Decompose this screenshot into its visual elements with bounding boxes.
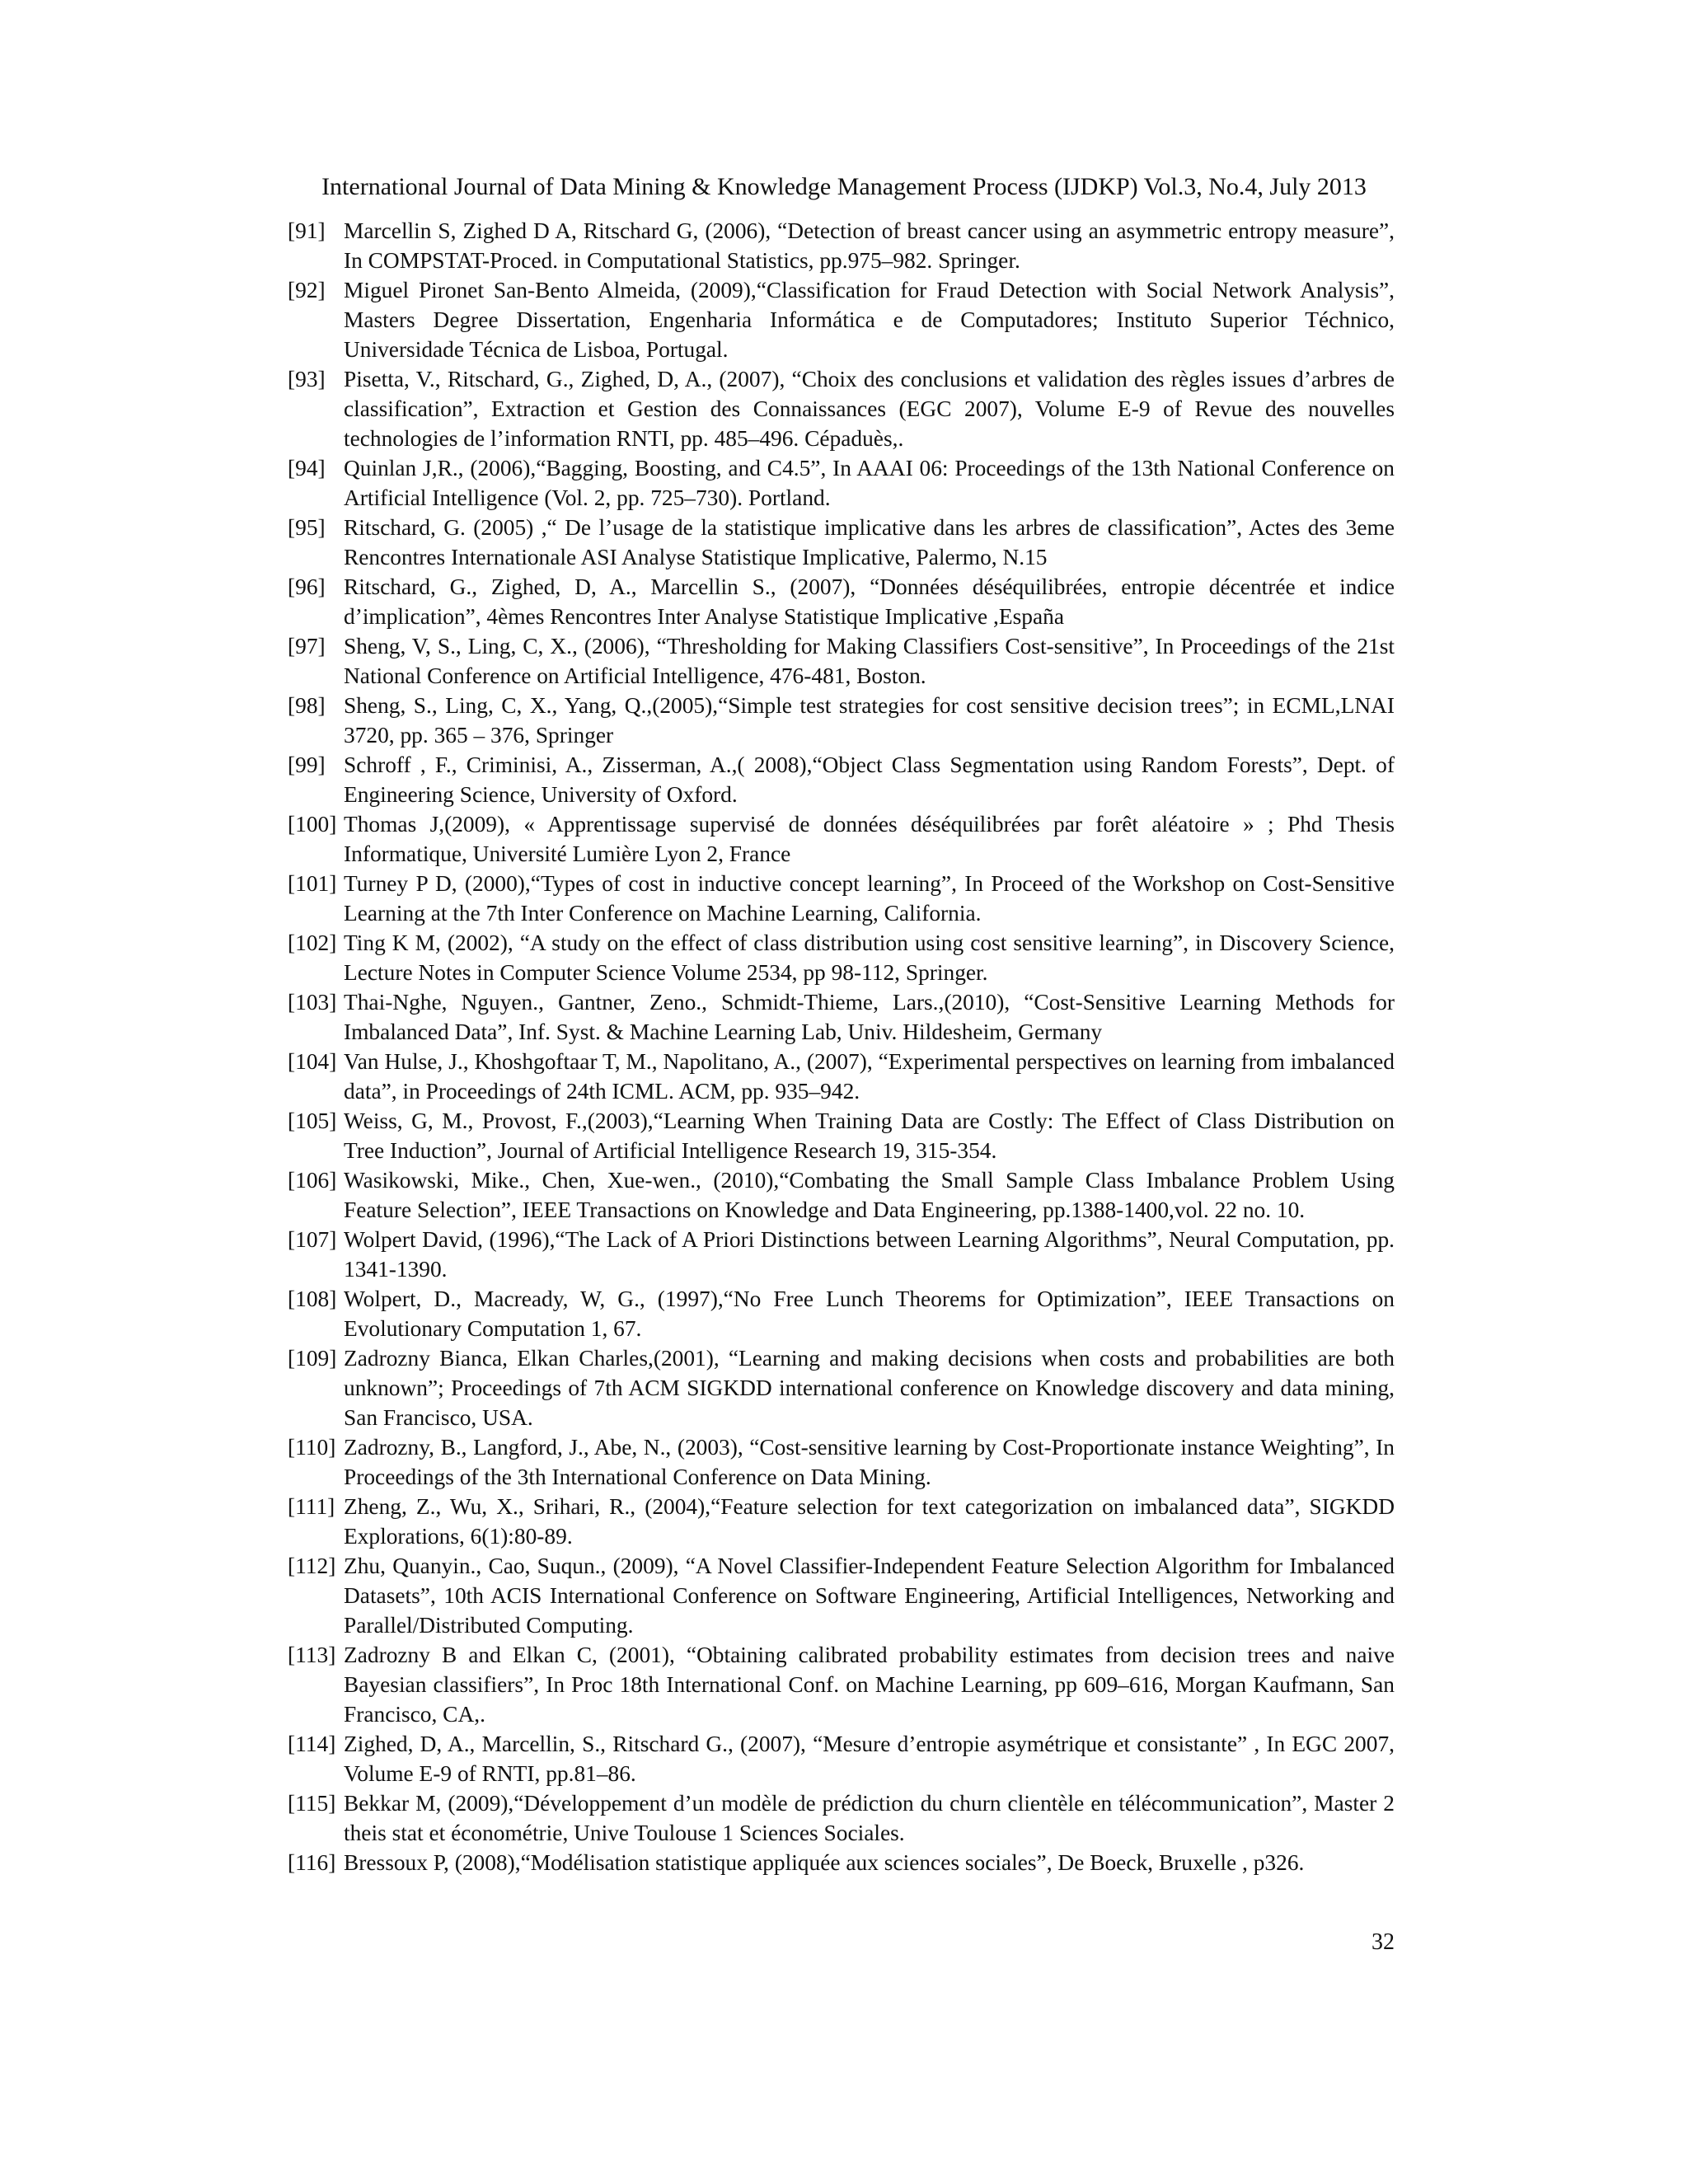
- reference-item: [288, 631, 1395, 691]
- reference-number: [98]: [288, 693, 326, 718]
- reference-number: [110]: [288, 1435, 336, 1460]
- reference-number: [99]: [288, 752, 326, 777]
- reference-item: [288, 1106, 1395, 1165]
- reference-text: Miguel Pironet San-Bento Almeida, (2009),“Classification for Fraud Detection with Social Network Analysis”, Masters Degree Dissertation, Engenharia Informática e de Computadores; Instituto Superior Téchnico, Universidade Técnica de Lisboa, Portugal.: [344, 278, 1395, 362]
- reference-item: [288, 809, 1395, 869]
- reference-item: [288, 1284, 1395, 1343]
- reference-number: [92]: [288, 278, 326, 302]
- reference-item: [288, 572, 1395, 631]
- reference-text: Bekkar M, (2009),“Développement d’un modèle de prédiction du churn clientèle en télécommunication”, Master 2 theis stat et économétrie, Unive Toulouse 1 Sciences Sociales.: [344, 1791, 1395, 1845]
- reference-text: Zheng, Z., Wu, X., Srihari, R., (2004),“Feature selection for text categorization on imbalanced data”, SIGKDD Explorations, 6(1):80-89.: [344, 1494, 1395, 1549]
- reference-number: [100]: [288, 812, 337, 837]
- reference-text: Sheng, S., Ling, C, X., Yang, Q.,(2005),“Simple test strategies for cost sensitive decision trees”; in ECML,LNAI 3720, pp. 365 – 376, Springer: [344, 693, 1395, 748]
- reference-number: [96]: [288, 574, 326, 599]
- reference-number: [113]: [288, 1643, 336, 1667]
- reference-text: Ritschard, G., Zighed, D, A., Marcellin S., (2007), “Données déséquilibrées, entropie décentrée et indice d’implication”, 4èmes Rencontres Inter Analyse Statistique Implicative ,España: [344, 574, 1395, 629]
- reference-item: [288, 1551, 1395, 1640]
- reference-number: [111]: [288, 1494, 335, 1519]
- reference-text: Zhu, Quanyin., Cao, Suqun., (2009), “A Novel Classifier-Independent Feature Selection Algorithm for Imbalanced Datasets”, 10th ACIS International Conference on Software Engineering, Artificial Intelligences, Networking and Parallel/Distributed Computing.: [344, 1554, 1395, 1638]
- reference-item: [288, 1848, 1395, 1877]
- reference-item: [288, 275, 1395, 364]
- page-number: 32: [1372, 1929, 1395, 1955]
- reference-text: Marcellin S, Zighed D A, Ritschard G, (2006), “Detection of breast cancer using an asymmetric entropy measure”, In COMPSTAT-Proced. in Computational Statistics, pp.975–982. Springer.: [344, 218, 1395, 273]
- reference-text: Ting K M, (2002), “A study on the effect of class distribution using cost sensitive learning”, in Discovery Science, Lecture Notes in Computer Science Volume 2534, pp 98-112, Springer.: [344, 930, 1395, 985]
- reference-text: Zadrozny B and Elkan C, (2001), “Obtaining calibrated probability estimates from decision trees and naive Bayesian classifiers”, In Proc 18th International Conf. on Machine Learning, pp 609–616, Morgan Kaufmann, San Francisco, CA,.: [344, 1643, 1395, 1727]
- reference-list: [288, 216, 1395, 1877]
- reference-number: [116]: [288, 1850, 336, 1875]
- reference-text: Thomas J,(2009), « Apprentissage supervisé de données déséquilibrées par forêt aléatoire » ; Phd Thesis Informatique, Université Lumière Lyon 2, France: [344, 812, 1395, 866]
- reference-text: Weiss, G, M., Provost, F.,(2003),“Learning When Training Data are Costly: The Effect of Class Distribution on Tree Induction”, Journal of Artificial Intelligence Research 19, 315-354.: [344, 1108, 1395, 1163]
- reference-number: [108]: [288, 1286, 337, 1311]
- reference-text: Wasikowski, Mike., Chen, Xue-wen., (2010),“Combating the Small Sample Class Imbalance Problem Using Feature Selection”, IEEE Transactions on Knowledge and Data Engineering, pp.1388-1400,vol. 22 no. 10.: [344, 1168, 1395, 1222]
- reference-item: [288, 1225, 1395, 1284]
- reference-text: Wolpert David, (1996),“The Lack of A Priori Distinctions between Learning Algorithms”, Neural Computation, pp. 1341-1390.: [344, 1227, 1395, 1282]
- reference-number: [103]: [288, 990, 337, 1015]
- running-header: International Journal of Data Mining & Knowledge Management Process (IJDKP) Vol.3, No.4, July 2013: [321, 173, 1367, 200]
- reference-item: [288, 1343, 1395, 1432]
- reference-number: [104]: [288, 1049, 337, 1074]
- reference-text: Pisetta, V., Ritschard, G., Zighed, D, A., (2007), “Choix des conclusions et validation des règles issues d’arbres de classification”, Extraction et Gestion des Connaissances (EGC 2007), Volume E-9 of Revue des nouvelles technologies de l’information RNTI, pp. 485–496. Cépaduès,.: [344, 367, 1395, 451]
- reference-item: [288, 216, 1395, 275]
- reference-item: [288, 1492, 1395, 1551]
- reference-number: [105]: [288, 1108, 337, 1133]
- reference-item: [288, 1729, 1395, 1788]
- reference-number: [97]: [288, 634, 326, 658]
- reference-text: Quinlan J,R., (2006),“Bagging, Boosting, and C4.5”, In AAAI 06: Proceedings of the 13th National Conference on Artificial Intelligence (Vol. 2, pp. 725–730). Portland.: [344, 456, 1395, 510]
- reference-text: Van Hulse, J., Khoshgoftaar T, M., Napolitano, A., (2007), “Experimental perspectives on learning from imbalanced data”, in Proceedings of 24th ICML. ACM, pp. 935–942.: [344, 1049, 1395, 1104]
- reference-number: [112]: [288, 1554, 336, 1578]
- reference-item: [288, 364, 1395, 453]
- reference-text: Thai-Nghe, Nguyen., Gantner, Zeno., Schmidt-Thieme, Lars.,(2010), “Cost-Sensitive Learning Methods for Imbalanced Data”, Inf. Syst. & Machine Learning Lab, Univ. Hildesheim, Germany: [344, 990, 1395, 1044]
- reference-text: Sheng, V, S., Ling, C, X., (2006), “Thresholding for Making Classifiers Cost-sensitive”, In Proceedings of the 21st National Conference on Artificial Intelligence, 476-481, Boston.: [344, 634, 1395, 688]
- reference-item: [288, 691, 1395, 750]
- reference-number: [102]: [288, 930, 337, 955]
- reference-number: [107]: [288, 1227, 337, 1252]
- reference-number: [93]: [288, 367, 326, 391]
- reference-item: [288, 928, 1395, 987]
- reference-text: Zadrozny Bianca, Elkan Charles,(2001), “Learning and making decisions when costs and probabilities are both unknown”; Proceedings of 7th ACM SIGKDD international conference on Knowledge discovery and data mining, San Francisco, USA.: [344, 1346, 1395, 1430]
- reference-number: [95]: [288, 515, 326, 540]
- reference-number: [101]: [288, 871, 337, 896]
- reference-item: [288, 453, 1395, 513]
- reference-item: [288, 750, 1395, 809]
- reference-item: [288, 513, 1395, 572]
- reference-text: Zadrozny, B., Langford, J., Abe, N., (2003), “Cost-sensitive learning by Cost-Proportionate instance Weighting”, In Proceedings of the 3th International Conference on Data Mining.: [344, 1435, 1395, 1489]
- reference-item: [288, 1432, 1395, 1492]
- reference-item: [288, 1640, 1395, 1729]
- reference-text: Ritschard, G. (2005) ,“ De l’usage de la statistique implicative dans les arbres de classification”, Actes des 3eme Rencontres Internationale ASI Analyse Statistique Implicative, Palermo, N.15: [344, 515, 1395, 569]
- reference-number: [106]: [288, 1168, 337, 1193]
- reference-number: [91]: [288, 218, 326, 243]
- reference-number: [94]: [288, 456, 326, 480]
- reference-item: [288, 1788, 1395, 1848]
- reference-text: Zighed, D, A., Marcellin, S., Ritschard G., (2007), “Mesure d’entropie asymétrique et consistante” , In EGC 2007, Volume E-9 of RNTI, pp.81–86.: [344, 1732, 1395, 1786]
- reference-item: [288, 1165, 1395, 1225]
- reference-number: [109]: [288, 1346, 337, 1371]
- reference-text: Schroff , F., Criminisi, A., Zisserman, A.,( 2008),“Object Class Segmentation using Random Forests”, Dept. of Engineering Science, University of Oxford.: [344, 752, 1395, 807]
- reference-item: [288, 869, 1395, 928]
- reference-number: [114]: [288, 1732, 336, 1756]
- reference-item: [288, 1047, 1395, 1106]
- reference-item: [288, 987, 1395, 1047]
- reference-number: [115]: [288, 1791, 336, 1816]
- reference-text: Turney P D, (2000),“Types of cost in inductive concept learning”, In Proceed of the Workshop on Cost-Sensitive Learning at the 7th Inter Conference on Machine Learning, California.: [344, 871, 1395, 926]
- reference-text: Bressoux P, (2008),“Modélisation statistique appliquée aux sciences sociales”, De Boeck, Bruxelle , p326.: [344, 1850, 1305, 1875]
- reference-text: Wolpert, D., Macready, W, G., (1997),“No Free Lunch Theorems for Optimization”, IEEE Transactions on Evolutionary Computation 1, 67.: [344, 1286, 1395, 1341]
